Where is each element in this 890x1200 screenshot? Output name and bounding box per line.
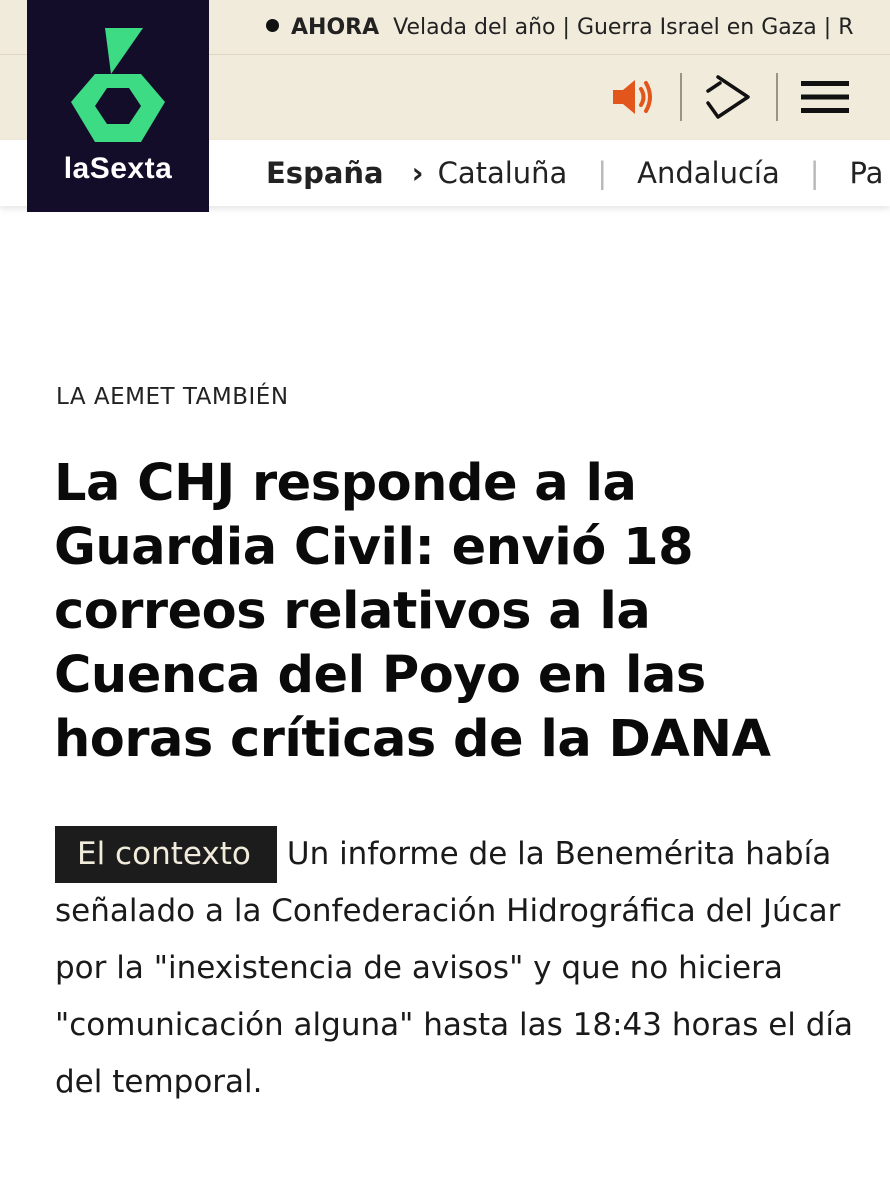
toolbar-divider — [776, 73, 778, 121]
ticker-item-velada[interactable]: Velada del año — [393, 15, 556, 40]
brand-name: laSexta — [63, 152, 173, 185]
lead-text: Un informe de la Benemérita había señalado a la Confederación Hidrográfica del Júcar por la "inexistencia de avisos" y que no hiciera "comunicación alguna" hasta las 18:43 horas el día del temporal. — [55, 836, 854, 1100]
menu-button[interactable] — [800, 72, 850, 122]
article-headline: La CHJ responde a la Guardia Civil: envió 18 correos relativos a la Cuenca del Poyo en las horas críticas de la DANA — [54, 454, 771, 769]
chevron-right-icon: › — [411, 156, 424, 190]
six-logo-icon — [27, 0, 209, 150]
play-diamond-icon — [706, 73, 752, 121]
article-lead — [55, 826, 855, 1111]
ticker-separator: | — [562, 15, 570, 40]
ticker-item-guerra[interactable]: Guerra Israel en Gaza — [576, 15, 817, 40]
speaker-icon — [611, 77, 655, 117]
lasexta-logo[interactable] — [27, 0, 209, 212]
nav-separator: | — [809, 156, 820, 190]
live-direct-button[interactable] — [704, 72, 754, 122]
toolbar-divider — [680, 73, 682, 121]
nav-separator: | — [597, 156, 608, 190]
ticker-item-truncated[interactable]: R — [838, 15, 854, 40]
article-kicker: LA AEMET TAMBIÉN — [56, 384, 289, 410]
nav-item-andalucia[interactable]: Andalucía — [637, 156, 780, 190]
live-dot-icon — [266, 19, 279, 32]
hamburger-menu-icon — [801, 79, 849, 115]
nav-section-espana[interactable]: España — [266, 156, 384, 190]
nav-item-cataluna[interactable]: Cataluña — [437, 156, 568, 190]
header-toolbar — [608, 72, 850, 122]
context-badge: El contexto — [55, 826, 277, 883]
ticker-separator: | — [823, 15, 832, 40]
ticker-label: AHORA — [291, 15, 380, 40]
audio-button[interactable] — [608, 72, 658, 122]
nav-item-truncated[interactable]: Pa — [849, 156, 884, 190]
